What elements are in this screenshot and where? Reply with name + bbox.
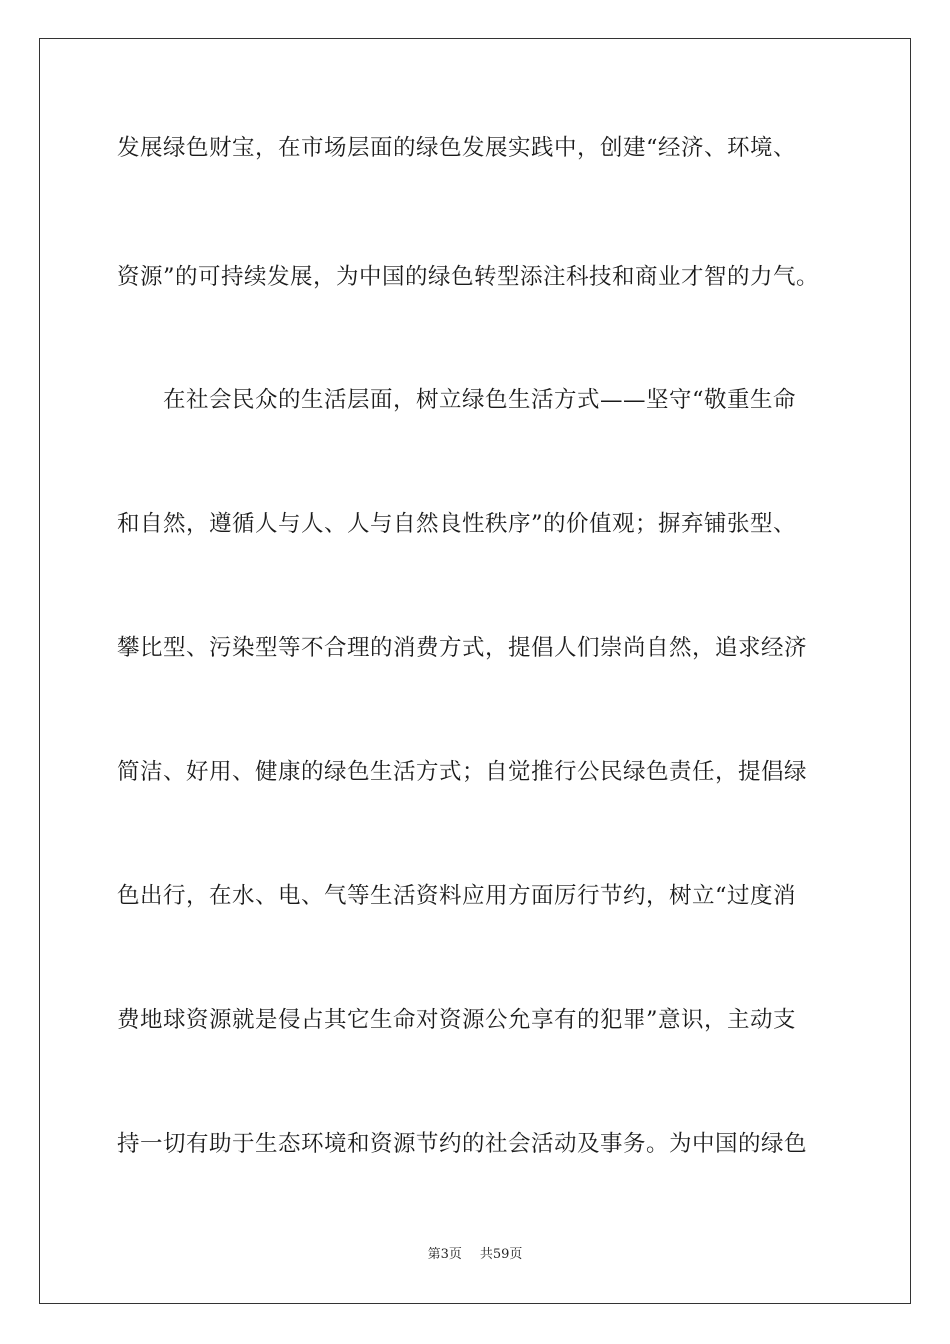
page-number-current: 第3页 — [427, 1247, 462, 1262]
body-line-1: 发展绿色财宝，在市场层面的绿色发展实践中，创建“经济、环境、 — [117, 135, 797, 161]
page-number-total: 共59页 — [479, 1247, 523, 1262]
body-line-2: 资源”的可持续发展，为中国的绿色转型添注科技和商业才智的力气。 — [117, 264, 820, 290]
body-line-4: 和自然，遵循人与人、人与自然良性秩序”的价值观；摒弃铺张型、 — [117, 511, 797, 537]
body-line-5: 攀比型、污染型等不合理的消费方式，提倡人们崇尚自然，追求经济 — [117, 635, 808, 661]
page-border — [39, 38, 911, 1304]
body-line-7: 色出行，在水、电、气等生活资料应用方面厉行节约，树立“过度消 — [117, 883, 797, 909]
body-line-6: 简洁、好用、健康的绿色生活方式；自觉推行公民绿色责任，提倡绿 — [117, 759, 808, 785]
page-footer — [0, 1246, 950, 1264]
body-line-8: 费地球资源就是侵占其它生命对资源公允享有的犯罪”意识，主动支 — [117, 1007, 797, 1033]
body-line-9: 持一切有助于生态环境和资源节约的社会活动及事务。为中国的绿色 — [117, 1131, 808, 1157]
body-line-3-paragraph-start: 在社会民众的生活层面，树立绿色生活方式——坚守“敬重生命 — [163, 387, 797, 413]
